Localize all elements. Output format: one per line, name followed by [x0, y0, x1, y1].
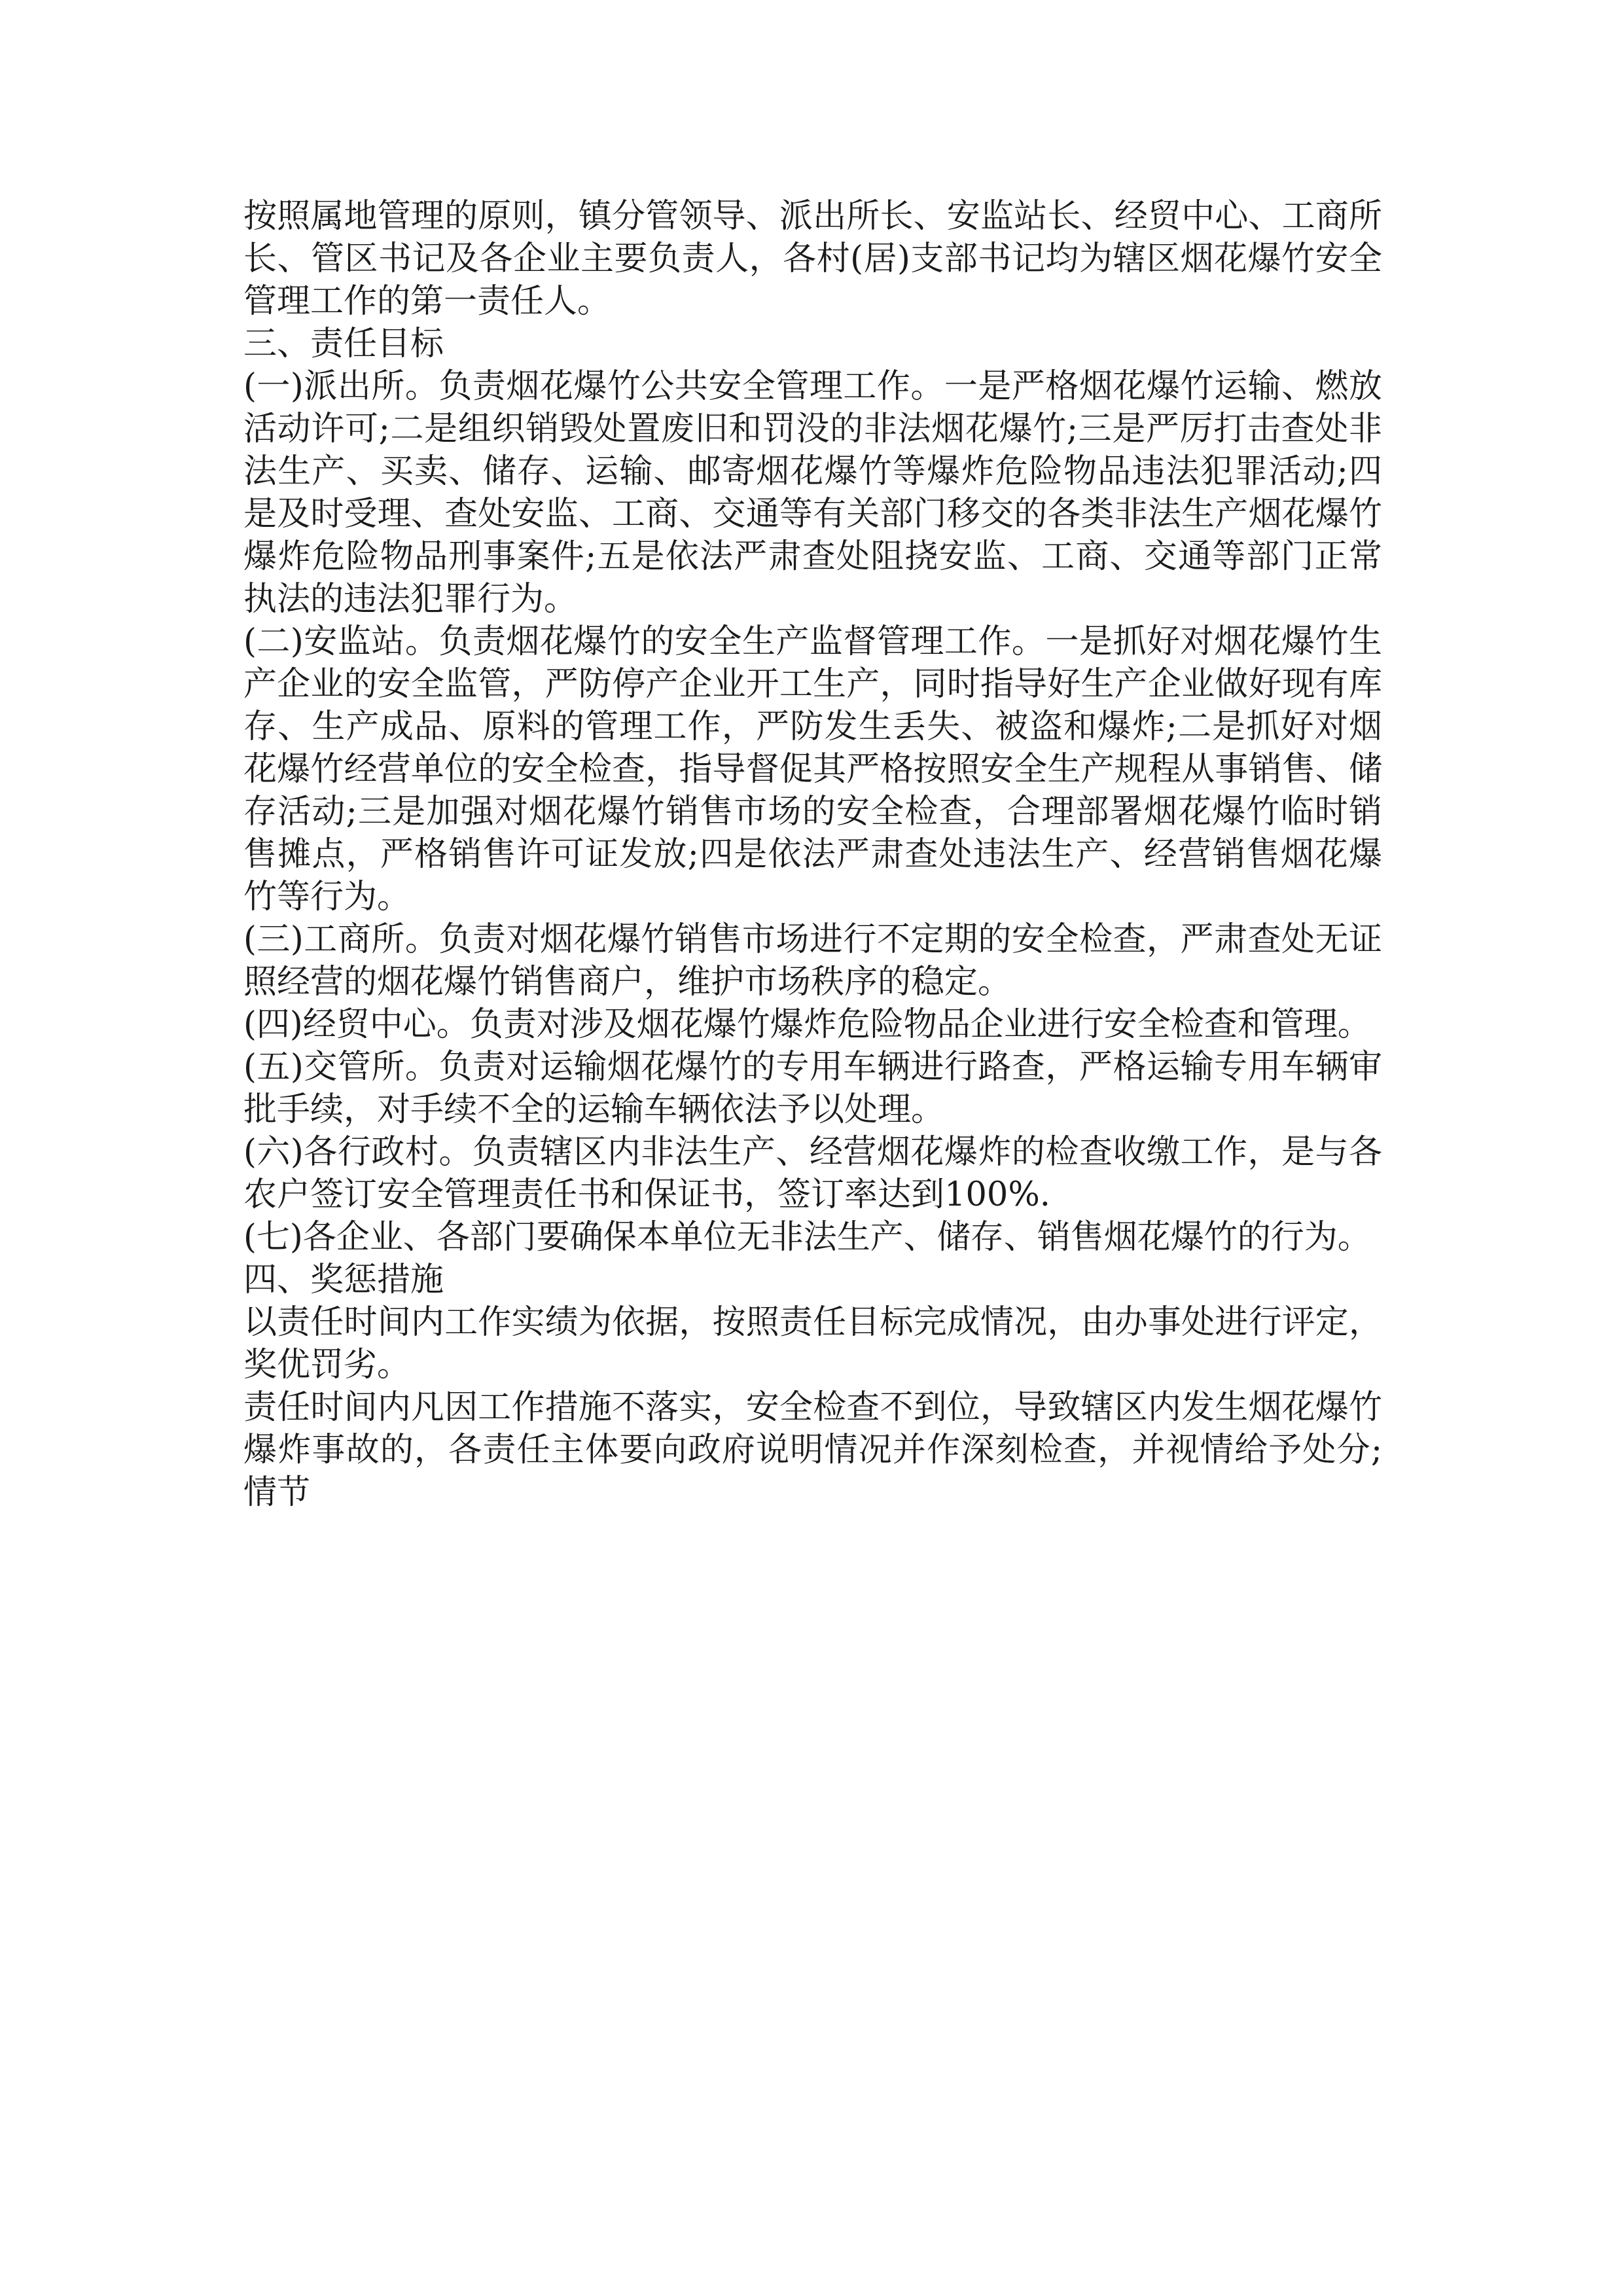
paragraph-economic-trade-center: (四)经贸中心。负责对涉及烟花爆竹爆炸危险物品企业进行安全检查和管理。 — [243, 1005, 1371, 1044]
paragraph-traffic-management-office: (五)交管所。负责对运输烟花爆竹的专用车辆进行路查，严格运输专用车辆审批手续，对手续不全的运输车辆依法予以处理。 — [243, 1048, 1382, 1129]
paragraph-industry-commerce-office: (三)工商所。负责对烟花爆竹销售市场进行不定期的安全检查，严肃查处无证照经营的烟花爆竹销售商户，维护市场秩序的稳定。 — [243, 920, 1382, 1001]
paragraph-administrative-villages: (六)各行政村。负责辖区内非法生产、经营烟花爆炸的检查收缴工作，是与各农户签订安全管理责任书和保证书，签订率达到100%. — [243, 1133, 1382, 1214]
paragraph-accident-accountability: 责任时间内凡因工作措施不落实，安全检查不到位，导致辖区内发生烟花爆竹爆炸事故的，各责任主体要向政府说明情况并作深刻检查，并视情给予处分;情节 — [243, 1388, 1382, 1512]
document-body — [243, 195, 1382, 1514]
paragraph-enterprises-departments: (七)各企业、各部门要确保本单位无非法生产、储存、销售烟花爆竹的行为。 — [243, 1218, 1371, 1257]
section-heading-responsibility-goals: 三、责任目标 — [243, 325, 444, 363]
paragraph-police-station: (一)派出所。负责烟花爆竹公共安全管理工作。一是严格烟花爆竹运输、燃放活动许可;二是组织销毁处置废旧和罚没的非法烟花爆竹;三是严厉打击查处非法生产、买卖、储存、运输、邮寄烟花爆竹等爆炸危险物品违法犯罪活动;四是及时受理、查处安监、工商、交通等有关部门移交的各类非法生产烟花爆竹爆炸危险物品刑事案件;五是依法严肃查处阻挠安监、工商、交通等部门正常执法的违法犯罪行为。 — [243, 367, 1382, 619]
paragraph-responsible-persons: 按照属地管理的原则，镇分管领导、派出所长、安监站长、经贸中心、工商所长、管区书记及各企业主要负责人，各村(居)支部书记均为辖区烟花爆竹安全管理工作的第一责任人。 — [243, 197, 1382, 321]
section-heading-rewards-penalties: 四、奖惩措施 — [243, 1261, 444, 1299]
paragraph-evaluation-basis: 以责任时间内工作实绩为依据，按照责任目标完成情况，由办事处进行评定，奖优罚劣。 — [243, 1303, 1382, 1384]
paragraph-safety-supervision-station: (二)安监站。负责烟花爆竹的安全生产监督管理工作。一是抓好对烟花爆竹生产企业的安全监管，严防停产企业开工生产，同时指导好生产企业做好现有库存、生产成品、原料的管理工作，严防发生丢失、被盗和爆炸;二是抓好对烟花爆竹经营单位的安全检查，指导督促其严格按照安全生产规程从事销售、储存活动;三是加强对烟花爆竹销售市场的安全检查，合理部署烟花爆竹临时销售摊点，严格销售许可证发放;四是依法严肃查处违法生产、经营销售烟花爆竹等行为。 — [243, 622, 1382, 916]
